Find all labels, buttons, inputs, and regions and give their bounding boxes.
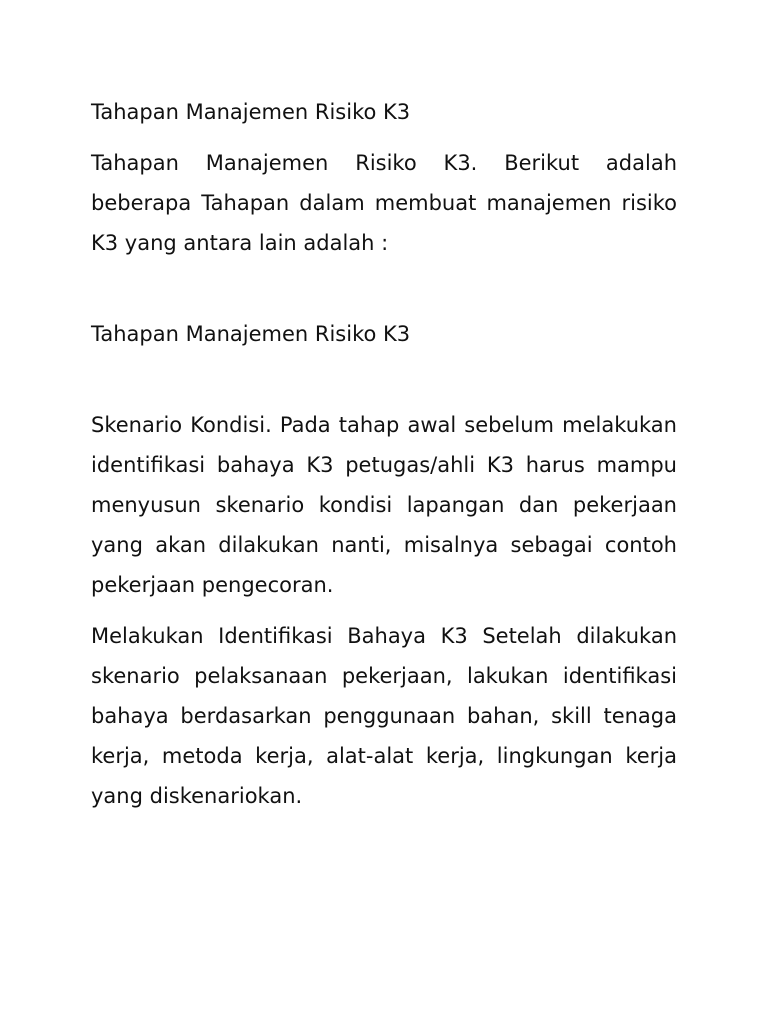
hazard-identification-paragraph: Melakukan Identifikasi Bahaya K3 Setelah dilakukan skenario pelaksanaan pekerjaan, lakukan identifikasi bahaya berdasarkan penggunaan bahan, skill tenaga kerja, metoda kerja, alat-alat kerja, lingkungan kerja yang diskenariokan. xyxy=(91,624,677,808)
document-title: Tahapan Manajemen Risiko K3 xyxy=(91,100,411,124)
document-body xyxy=(91,92,677,816)
section-heading: Tahapan Manajemen Risiko K3 xyxy=(91,322,411,346)
scenario-paragraph: Skenario Kondisi. Pada tahap awal sebelum melakukan identifikasi bahaya K3 petugas/ahli K3 harus mampu menyusun skenario kondisi lapangan dan pekerjaan yang akan dilakukan nanti, misalnya sebagai contoh pekerjaan pengecoran. xyxy=(91,413,677,597)
intro-paragraph: Tahapan Manajemen Risiko K3. Berikut adalah beberapa Tahapan dalam membuat manajemen risiko K3 yang antara lain adalah : xyxy=(91,151,677,255)
